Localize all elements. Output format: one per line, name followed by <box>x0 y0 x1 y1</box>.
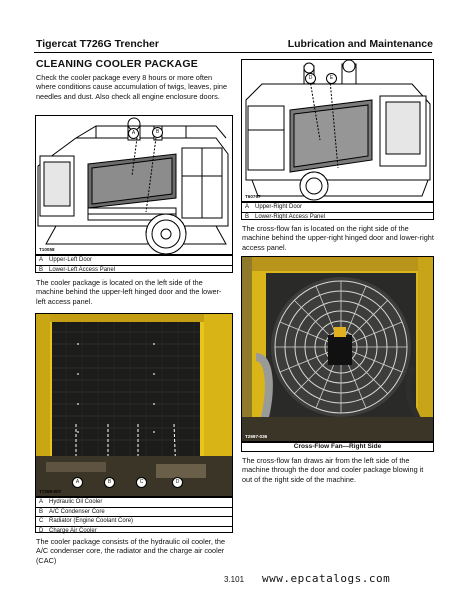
figure-number: T10058 <box>39 247 55 252</box>
legend-text: Radiator (Engine Coolant Core) <box>49 518 134 524</box>
callout-a: A <box>72 477 83 488</box>
legend-row <box>36 507 232 517</box>
section-title: CLEANING COOLER PACKAGE <box>36 58 198 70</box>
fig4-description: The cross-flow fan draws air from the left side of the machine through the door and cooler package blowing it out of the right side of the machine. <box>242 456 424 484</box>
fig2-description: The cooler package consists of the hydraulic oil cooler, the A/C condenser core, the radiator and the charge air cooler (CAC) <box>36 537 226 565</box>
legend-row <box>36 256 232 265</box>
intro-paragraph: Check the cooler package every 8 hours or more often where conditions cause accumulation of twigs, leaves, pine needles and dust. Also check all engine enclosure doors. <box>36 73 228 101</box>
cooler-package-photo <box>36 314 232 496</box>
legend-row <box>36 265 232 275</box>
legend-text: Upper-Left Door <box>49 257 93 263</box>
callout-c: C <box>136 477 147 488</box>
fig3-description: The cross-flow fan is located on the right side of the machine behind the upper-right hinged door and lower-right access panel. <box>242 224 434 252</box>
legend-key: C <box>39 518 44 524</box>
legend-key: B <box>39 266 44 273</box>
header-rule <box>34 52 432 53</box>
watermark: www.epcatalogs.com <box>262 572 391 585</box>
figure-left-side-machine <box>35 115 233 255</box>
legend-text: A/C Condenser Core <box>49 508 105 515</box>
cross-flow-fan-photo <box>242 257 433 441</box>
legend-fig1 <box>35 255 233 273</box>
legend-key: A <box>245 204 250 210</box>
figure-cross-flow-fan <box>241 256 434 442</box>
figure-number: T60767 <box>245 194 261 199</box>
legend-text: Charge Air Cooler <box>49 527 97 534</box>
machine-right-side-drawing <box>242 60 433 201</box>
legend-text: Upper-Right Door <box>255 204 303 210</box>
callout-d: D <box>172 477 183 488</box>
page-number: 3.101 <box>224 575 245 584</box>
legend-fig3 <box>241 202 434 220</box>
legend-key: A <box>39 499 44 505</box>
legend-key: B <box>39 508 44 515</box>
legend-text: Lower-Right Access Panel <box>255 213 326 220</box>
figure-number: T2697-036 <box>245 434 268 439</box>
figure-cooler-package <box>35 313 233 497</box>
figure-right-side-machine <box>241 59 434 202</box>
figure-number: T7269-007 <box>39 489 62 494</box>
legend-row <box>242 203 433 212</box>
header-chapter: Lubrication and Maintenance <box>287 38 433 50</box>
legend-key: B <box>245 213 250 220</box>
legend-row <box>242 212 433 222</box>
legend-fig2 <box>35 497 233 533</box>
figure-banner: Cross-Flow Fan—Right Side <box>241 442 434 452</box>
legend-text: Lower-Left Access Panel <box>49 266 116 273</box>
fig1-description: The cooler package is located on the left side of the machine behind the upper-left hinged door and the lower-left access panel. <box>36 278 222 306</box>
legend-text: Hydraulic Oil Cooler <box>49 499 103 505</box>
legend-row <box>36 516 232 526</box>
callout-e: E <box>326 73 337 84</box>
legend-row <box>36 526 232 536</box>
header-title: Tigercat T726G Trencher <box>36 38 159 50</box>
legend-key: A <box>39 257 44 263</box>
legend-key: D <box>39 527 44 534</box>
legend-row <box>36 498 232 507</box>
callout-b: B <box>104 477 115 488</box>
callout-d: D <box>305 73 316 84</box>
callout-b: B <box>152 127 163 138</box>
callout-a: A <box>128 128 139 139</box>
